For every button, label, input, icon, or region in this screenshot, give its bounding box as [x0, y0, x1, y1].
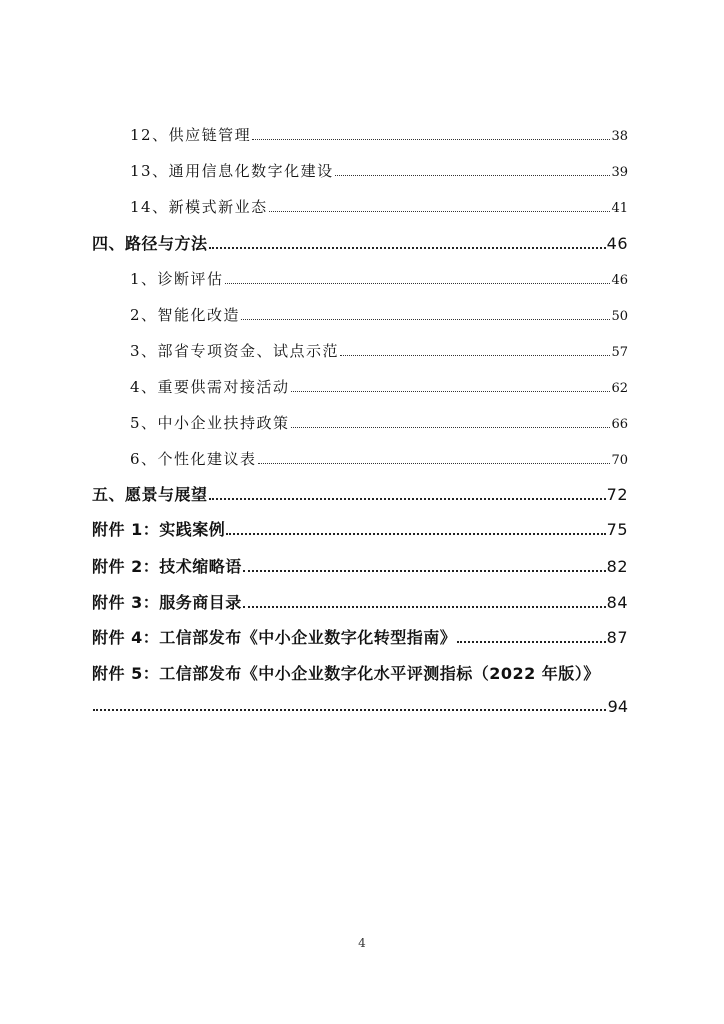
toc-entry-page: 82 [606, 557, 628, 576]
toc-entry-page: 50 [611, 309, 628, 324]
toc-entry-title: 13、通用信息化数字化建设 [130, 162, 334, 180]
toc-entry-title: 14、新模式新业态 [130, 198, 268, 216]
toc-entry-special-funds[interactable] [130, 340, 628, 361]
toc-entry-title: 附件 3：服务商目录 [92, 593, 242, 612]
toc-appendix-4[interactable] [92, 625, 628, 648]
toc-entry-title: 附件 2：技术缩略语 [92, 557, 242, 576]
dot-leader [209, 247, 606, 249]
toc-entry-page: 38 [611, 129, 628, 144]
dot-leader [457, 641, 605, 643]
toc-entry-page: 46 [606, 234, 628, 253]
dot-leader [258, 463, 611, 464]
toc-entry-page: 57 [611, 345, 628, 360]
toc-entry-page: 87 [606, 628, 628, 647]
toc-entry-title: 12、供应链管理 [130, 126, 252, 144]
toc-entry-title: 五、愿景与展望 [92, 485, 208, 504]
toc-entry-title: 附件 1：实践案例 [92, 520, 226, 539]
toc-appendix-2[interactable] [92, 554, 628, 577]
toc-entry-new-models[interactable] [130, 196, 628, 217]
toc-section-paths-methods[interactable] [92, 231, 628, 254]
dot-leader [209, 498, 606, 500]
toc-entry-it-digitalization[interactable] [130, 160, 628, 181]
toc-entry-title: 5、中小企业扶持政策 [130, 414, 290, 432]
toc-entry-page: 39 [611, 165, 628, 180]
toc-entry-title: 1、诊断评估 [130, 270, 224, 288]
toc-entry-page: 72 [606, 485, 628, 504]
page-number: 4 [358, 936, 366, 950]
toc-entry-title: 附件 5：工信部发布《中小企业数字化水平评测指标（2022 年版）》 [92, 664, 600, 683]
dot-leader [291, 427, 611, 428]
toc-entry-title: 附件 4：工信部发布《中小企业数字化转型指南》 [92, 628, 457, 647]
toc-appendix-3[interactable] [92, 590, 628, 613]
dot-leader [225, 283, 611, 284]
toc-section-vision[interactable] [92, 482, 628, 505]
dot-leader [243, 570, 606, 572]
toc-entry-supply-chain[interactable] [130, 124, 628, 145]
toc-entry-title: 6、个性化建议表 [130, 450, 257, 468]
toc-entry-supply-demand[interactable] [130, 376, 628, 397]
toc-entry-page: 84 [606, 593, 628, 612]
toc-entry-page: 75 [606, 520, 628, 539]
toc-entry-page: 46 [611, 273, 628, 288]
toc-entry-sme-policy[interactable] [130, 412, 628, 433]
toc-appendix-5-continuation[interactable] [92, 697, 628, 716]
dot-leader [335, 175, 611, 176]
toc-entry-intelligent-upgrade[interactable] [130, 304, 628, 325]
toc-appendix-5[interactable] [92, 661, 628, 684]
toc-entry-title: 四、路径与方法 [92, 234, 208, 253]
toc-entry-suggestion-table[interactable] [130, 448, 628, 469]
dot-leader [340, 355, 610, 356]
toc-entry-title: 2、智能化改造 [130, 306, 241, 324]
toc-entry-page: 41 [611, 201, 628, 216]
dot-leader [226, 533, 605, 535]
dot-leader [291, 391, 611, 392]
dot-leader [243, 606, 606, 608]
dot-leader [93, 709, 606, 711]
toc-entry-diagnosis[interactable] [130, 268, 628, 289]
toc-entry-page: 94 [607, 697, 628, 716]
dot-leader [269, 211, 611, 212]
dot-leader [252, 139, 610, 140]
toc-entry-page: 62 [611, 381, 628, 396]
dot-leader [241, 319, 610, 320]
toc-entry-page: 66 [611, 417, 628, 432]
toc-entry-title: 3、部省专项资金、试点示范 [130, 342, 340, 360]
toc-entry-title: 4、重要供需对接活动 [130, 378, 290, 396]
toc-appendix-1[interactable] [92, 517, 628, 540]
toc-entry-page: 70 [611, 453, 628, 468]
